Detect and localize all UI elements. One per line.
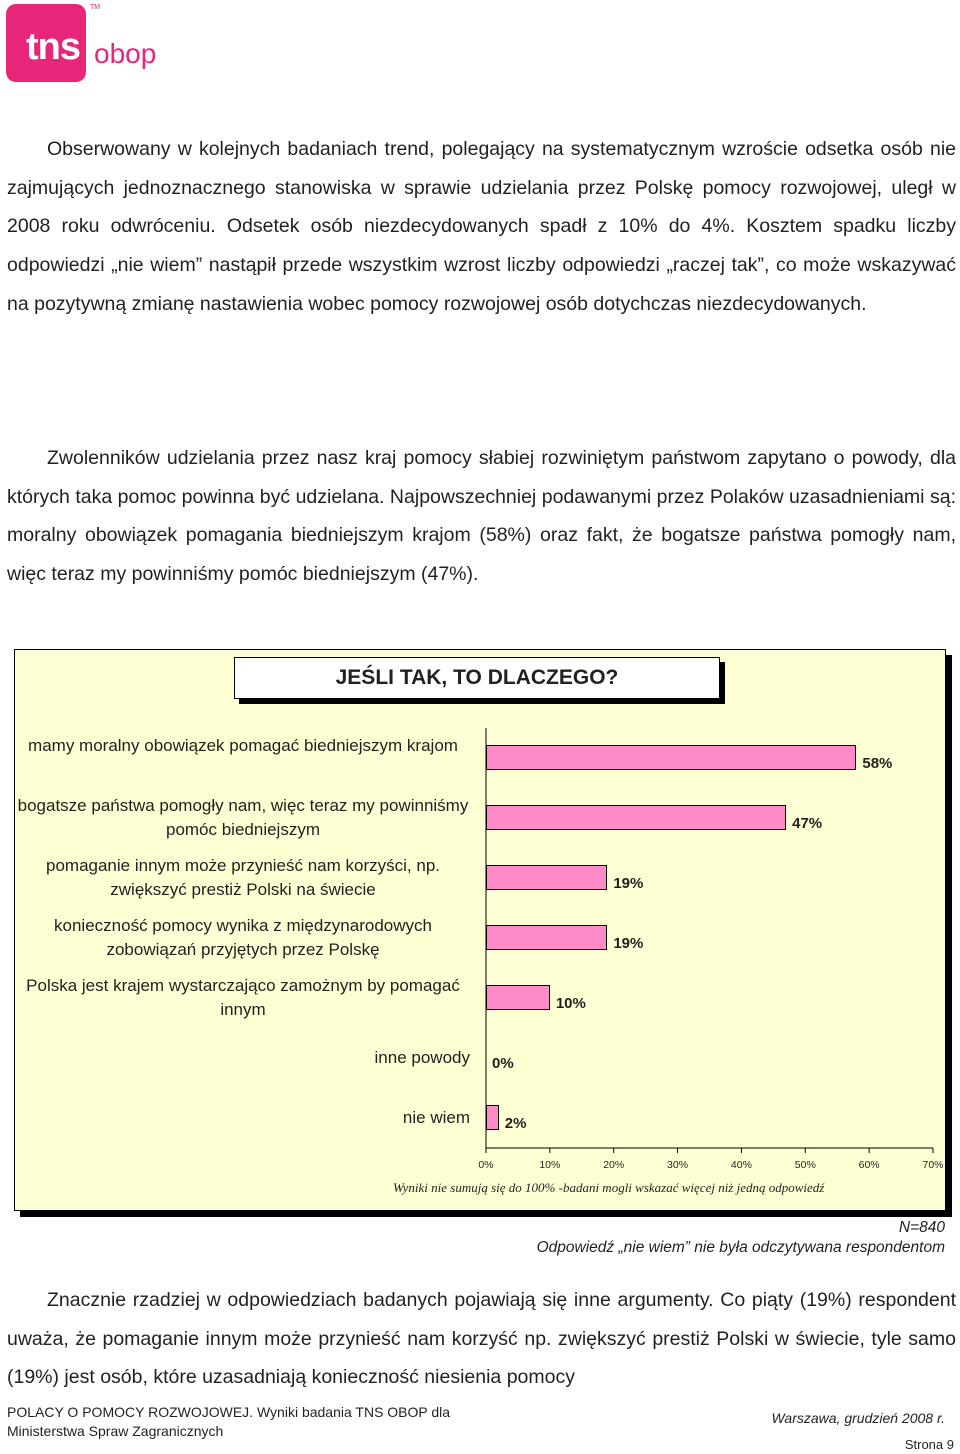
category-label: nie wiem <box>402 1107 470 1127</box>
footer-source-line1: POLACY O POMOCY ROZWOJOWEJ. Wyniki badania TNS OBOP dla <box>7 1404 451 1420</box>
x-tick-label: 40% <box>730 1159 752 1171</box>
bar-value-label: 47% <box>792 814 823 832</box>
bar-value-label: 10% <box>555 994 586 1012</box>
footer-source-line2: Ministerstwa Spraw Zagranicznych <box>7 1423 224 1439</box>
tns-obop-logo <box>6 4 157 84</box>
bar <box>486 865 607 890</box>
bar <box>486 985 550 1010</box>
page-number: Strona 9 <box>904 1437 954 1452</box>
bar <box>486 1105 499 1130</box>
bar-value-label: 2% <box>504 1114 527 1132</box>
category-label: bogatsze państwa pomogły nam, więc teraz my powinniśmy pomóc biedniejszym <box>17 795 469 839</box>
bar-value-label: 58% <box>862 754 893 772</box>
category-label: mamy moralny obowiązek pomagać biedniejszym krajom <box>28 735 458 755</box>
chart-footnote: Wyniki nie sumują się do 100% -badani mogli wskazać więcej niż jedną odpowiedź <box>393 1180 825 1195</box>
paragraph-other-arguments: Znacznie rzadziej w odpowiedziach badanych pojawiają się inne argumenty. Co piąty (19%) respondent uważa, że pomaganie innym może przynieść nam korzyść np. zwiększyć prestiż Polski w świecie, tyle samo (19%) jest osób, które uzasadniają konieczność niesienia pomocy <box>7 1289 956 1389</box>
logo-trademark: TM <box>90 4 101 11</box>
x-tick-label: 20% <box>603 1159 625 1171</box>
x-tick-label: 70% <box>922 1159 944 1171</box>
category-label: pomaganie innym może przynieść nam korzyści, np. zwiększyć prestiż Polski na świecie <box>46 855 440 899</box>
logo-tns-text: tns <box>26 26 80 68</box>
sample-size: N=840 <box>898 1219 945 1236</box>
bar <box>486 925 607 950</box>
x-tick-label: 30% <box>667 1159 689 1171</box>
paragraph-trend: Obserwowany w kolejnych badaniach trend, polegający na systematycznym wzroście odsetka osób nie zajmujących jednoznacznego stanowiska w sprawie udzielania przez Polskę pomocy rozwojowej, uległ w 2008 roku odwróceniu. Odsetek osób niezdecydowanych spadł z 10% do 4%. Kosztem spadku liczby odpowiedzi „nie wiem” nastąpił przede wszystkim wzrost liczby odpowiedzi „raczej tak”, co może wskazywać na pozytywną zmianę nastawienia wobec pomocy rozwojowej osób dotychczas niezdecydowanych. <box>7 138 956 315</box>
x-tick-label: 0% <box>478 1159 494 1171</box>
logo-box <box>6 4 86 82</box>
paragraph-reasons: Zwolenników udzielania przez nasz kraj pomocy słabiej rozwiniętym państwom zapytano o powody, dla których taka pomoc powinna być udzielana. Najpowszechniej podawanymi przez Polaków uzasadnieniami są: moralny obowiązek pomagania biedniejszym krajom (58%) oraz fakt, że bogatsze państwa pomogły nam, więc teraz my powinniśmy pomóc biedniejszym (47%). <box>7 447 956 586</box>
x-tick-label: 10% <box>539 1159 561 1171</box>
category-label: Polska jest krajem wystarczająco zamożnym by pomagać innym <box>26 975 460 1019</box>
x-tick-label: 60% <box>858 1159 880 1171</box>
category-label: inne powody <box>374 1047 470 1067</box>
chart-title: JEŚLI TAK, TO DLACZEGO? <box>234 657 720 699</box>
bar-value-label: 0% <box>492 1054 514 1072</box>
nie-wiem-note: Odpowiedź „nie wiem” nie była odczytywana respondentom <box>536 1239 945 1256</box>
category-label: konieczność pomocy wynika z międzynarodowych zobowiązań przyjętych przez Polskę <box>54 915 432 959</box>
footer-date: Warszawa, grudzień 2008 r. <box>771 1410 945 1426</box>
bar <box>486 745 856 770</box>
bar <box>486 805 786 830</box>
bar-value-label: 19% <box>613 934 644 952</box>
footer-source <box>7 1403 450 1441</box>
bar-value-label: 19% <box>613 874 644 892</box>
x-tick-label: 50% <box>794 1159 816 1171</box>
logo-obop-text: obop <box>94 38 157 69</box>
